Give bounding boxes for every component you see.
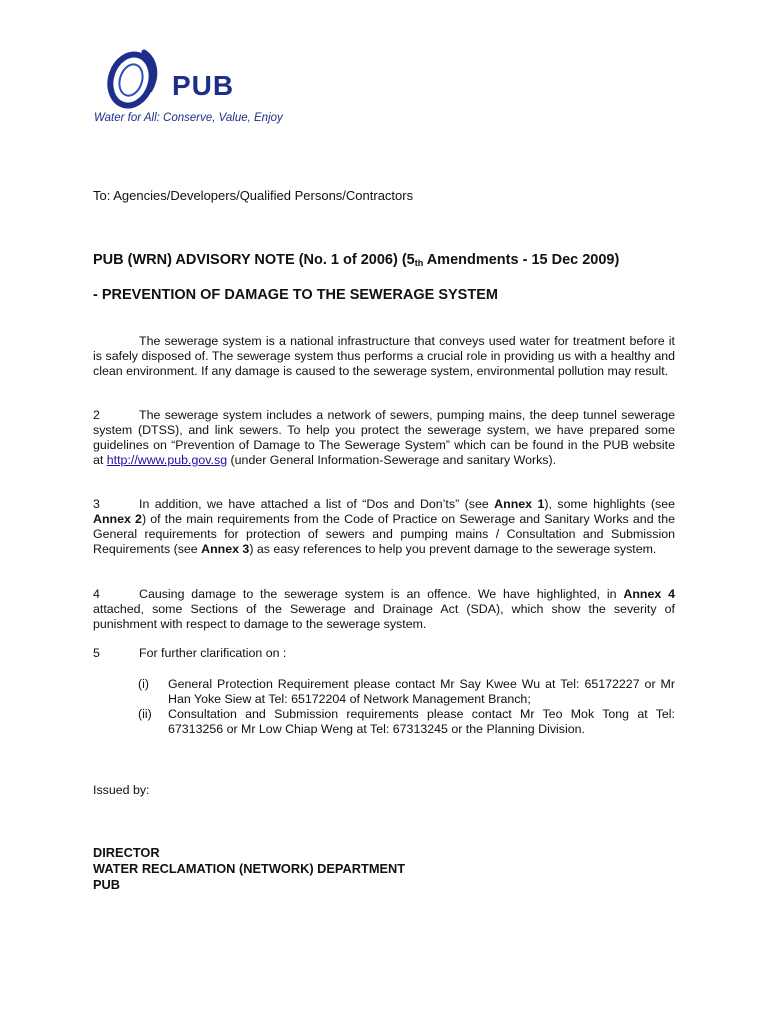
annex-3-ref: Annex 3 [201, 542, 250, 556]
paragraph-3 [93, 497, 675, 557]
list-item [138, 677, 675, 707]
paragraph-1 [93, 334, 675, 379]
advisory-title [93, 252, 619, 268]
title-part-2: Amendments - 15 Dec 2009) [423, 252, 620, 268]
advisory-subtitle: - PREVENTION OF DAMAGE TO THE SEWERAGE SYSTEM [93, 287, 498, 303]
paragraph-number: 4 [93, 587, 100, 601]
paragraph-4-text-a: Causing damage to the sewerage system is an offence. We have highlighted, in [139, 587, 624, 601]
list-item-text: General Protection Requirement please contact Mr Say Kwee Wu at Tel: 65172227 or Mr Han Yoke Siew at Tel: 65172204 of Network Management Branch; [168, 677, 675, 706]
paragraph-4 [93, 587, 675, 632]
list-item [138, 707, 675, 737]
signature-block [93, 845, 405, 893]
signature-department: WATER RECLAMATION (NETWORK) DEPARTMENT [93, 861, 406, 876]
logo-tagline: Water for All: Conserve, Value, Enjoy [94, 112, 283, 124]
paragraph-number: 2 [93, 408, 100, 422]
pub-logo [94, 44, 284, 134]
issued-by-label: Issued by: [93, 783, 150, 797]
paragraph-number: 5 [93, 646, 100, 660]
logo-wordmark: PUB [172, 70, 235, 101]
signature-title: DIRECTOR [93, 845, 160, 860]
annex-1-ref: Annex 1 [494, 497, 545, 511]
list-marker: (i) [138, 677, 150, 691]
paragraph-1-text: The sewerage system is a national infrastructure that conveys used water for treatment before it is safely disposed of. The sewerage system thus performs a crucial role in providing us with a healthy and clean environment. If any damage is caused to the sewerage system, environmental pollution may result. [93, 334, 675, 378]
paragraph-3-text-d: ) as easy references to help you prevent damage to the sewerage system. [249, 542, 657, 556]
recipient-line: To: Agencies/Developers/Qualified Persons/Contractors [93, 188, 414, 203]
water-drop-logo-icon [104, 46, 164, 110]
clarification-list [138, 677, 675, 737]
paragraph-5 [93, 646, 675, 661]
title-superscript: th [414, 258, 424, 268]
paragraph-2-text-b: (under General Information-Sewerage and sanitary Works). [227, 453, 557, 467]
signature-organisation: PUB [93, 877, 121, 892]
paragraph-2 [93, 408, 675, 468]
paragraph-3-text-b: ), some highlights (see [544, 497, 675, 511]
title-part-1: PUB (WRN) ADVISORY NOTE (No. 1 of 2006) (5 [93, 252, 415, 268]
annex-4-ref: Annex 4 [623, 587, 675, 601]
paragraph-number: 3 [93, 497, 100, 511]
paragraph-5-text: For further clarification on : [139, 646, 287, 660]
paragraph-4-text-b: attached, some Sections of the Sewerage and Drainage Act (SDA), which show the severity of punishment with respect to damage to the sewerage system. [93, 602, 675, 631]
list-item-text: Consultation and Submission requirements please contact Mr Teo Mok Tong at Tel: 67313256 or Mr Low Chiap Weng at Tel: 67313245 or the Planning Division. [168, 707, 675, 736]
annex-2-ref: Annex 2 [93, 512, 142, 526]
list-marker: (ii) [138, 707, 152, 721]
paragraph-3-text-c: ) of the main requirements from the Code of Practice on Sewerage and Sanitary Works and the General requirements for protection of sewers and pumping mains / Consultation and Submission Requirements (see [93, 512, 675, 556]
pub-website-link[interactable]: http://www.pub.gov.sg [106, 453, 228, 467]
paragraph-3-text-a: In addition, we have attached a list of “Dos and Don’ts” (see [139, 497, 495, 511]
paragraph-2-text-a: The sewerage system includes a network of sewers, pumping mains, the deep tunnel sewerage system (DTSS), and link sewers. To help you protect the sewerage system, we have prepared some guidelines on “Prevention of Damage to The Sewerage System” which can be found in the PUB website at [93, 408, 675, 467]
